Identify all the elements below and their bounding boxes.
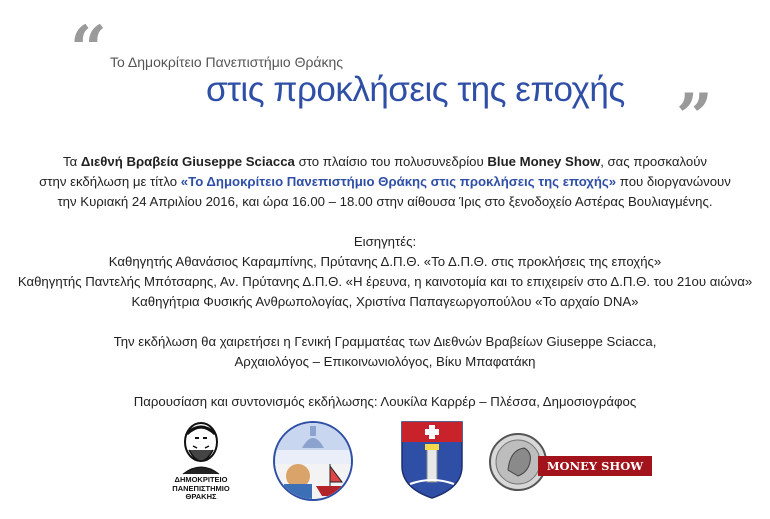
line1-pre: Τα [62, 154, 81, 169]
speakers-heading: Εισηγητές: [353, 234, 417, 249]
line1-post: , σας προσκαλούν [600, 154, 707, 169]
speaker-item: Καθηγήτρια Φυσικής Ανθρωπολογίας, Χριστίνα Παπαγεωργοπούλου «Το αρχαίο DNA» [131, 294, 639, 309]
invitation-body [0, 152, 770, 412]
invitation-line-2 [0, 172, 770, 192]
line1-mid: στο πλαίσιο του πολυσυνεδρίου [294, 154, 488, 169]
invitation-header [0, 0, 770, 155]
money-show-logo [488, 432, 656, 492]
close-quote-mark: ” [676, 80, 713, 155]
greeting-line-1: Την εκδήλωση θα χαιρετήσει η Γενική Γραμματέας των Διεθνών Βραβείων Giuseppe Sciacca, [113, 334, 657, 349]
duth-logo [165, 420, 237, 510]
invitation-line-1 [0, 152, 770, 172]
crest-lighthouse-icon [400, 420, 464, 500]
awards-name: Διεθνή Βραβεία Giuseppe Sciacca [80, 154, 295, 169]
sciacca-awards-logo [272, 420, 354, 502]
speaker-item: Καθηγητής Παντελής Μπότσαρης, Αν. Πρύτανης Δ.Π.Θ. «Η έρευνα, η καινοτομία και το επιχειρείν στο Δ.Π.Θ. του 21ου αιώνα» [17, 274, 753, 289]
sponsor-logos [0, 418, 770, 518]
open-quote-mark: “ [70, 12, 107, 87]
money-show-label: MONEY SHOW [538, 456, 652, 476]
line2-pre: στην εκδήλωση με τίτλο [39, 174, 181, 189]
democritus-bust-icon [165, 420, 237, 476]
speaker-item: Καθηγητής Αθανάσιος Καραμπίνης, Πρύτανης Δ.Π.Θ. «Το Δ.Π.Θ. στις προκλήσεις της εποχής» [108, 254, 662, 269]
duth-label: ΔΗΜΟΚΡΙΤΕΙΟ ΠΑΝΕΠΙΣΤΗΜΙΟ ΘΡΑΚΗΣ [172, 475, 230, 501]
show-name: Blue Money Show [487, 154, 601, 169]
header-subtitle: Το Δημοκρίτειο Πανεπιστήμιο Θράκης [110, 54, 344, 70]
greeting-line-2: Αρχαιολόγος – Επικοινωνιολόγος, Βίκυ Μπαφατάκη [234, 354, 536, 369]
municipal-crest-logo [400, 420, 464, 500]
header-tagline: στις προκλήσεις της εποχής [206, 70, 625, 109]
presentation-line: Παρουσίαση και συντονισμός εκδήλωσης: Λουκίλα Καρρέρ – Πλέσσα, Δημοσιογράφος [133, 394, 637, 409]
sciacca-emblem-icon [272, 420, 354, 502]
line2-post: που διοργανώνουν [616, 174, 731, 189]
event-title: «Το Δημοκρίτειο Πανεπιστήμιο Θράκης στις προκλήσεις της εποχής» [180, 174, 617, 189]
invitation-line-3: την Κυριακή 24 Απριλίου 2016, και ώρα 16.00 – 18.00 στην αίθουσα Ίρις στο ξενοδοχείο Αστέρας Βουλιαγμένης. [57, 194, 713, 209]
